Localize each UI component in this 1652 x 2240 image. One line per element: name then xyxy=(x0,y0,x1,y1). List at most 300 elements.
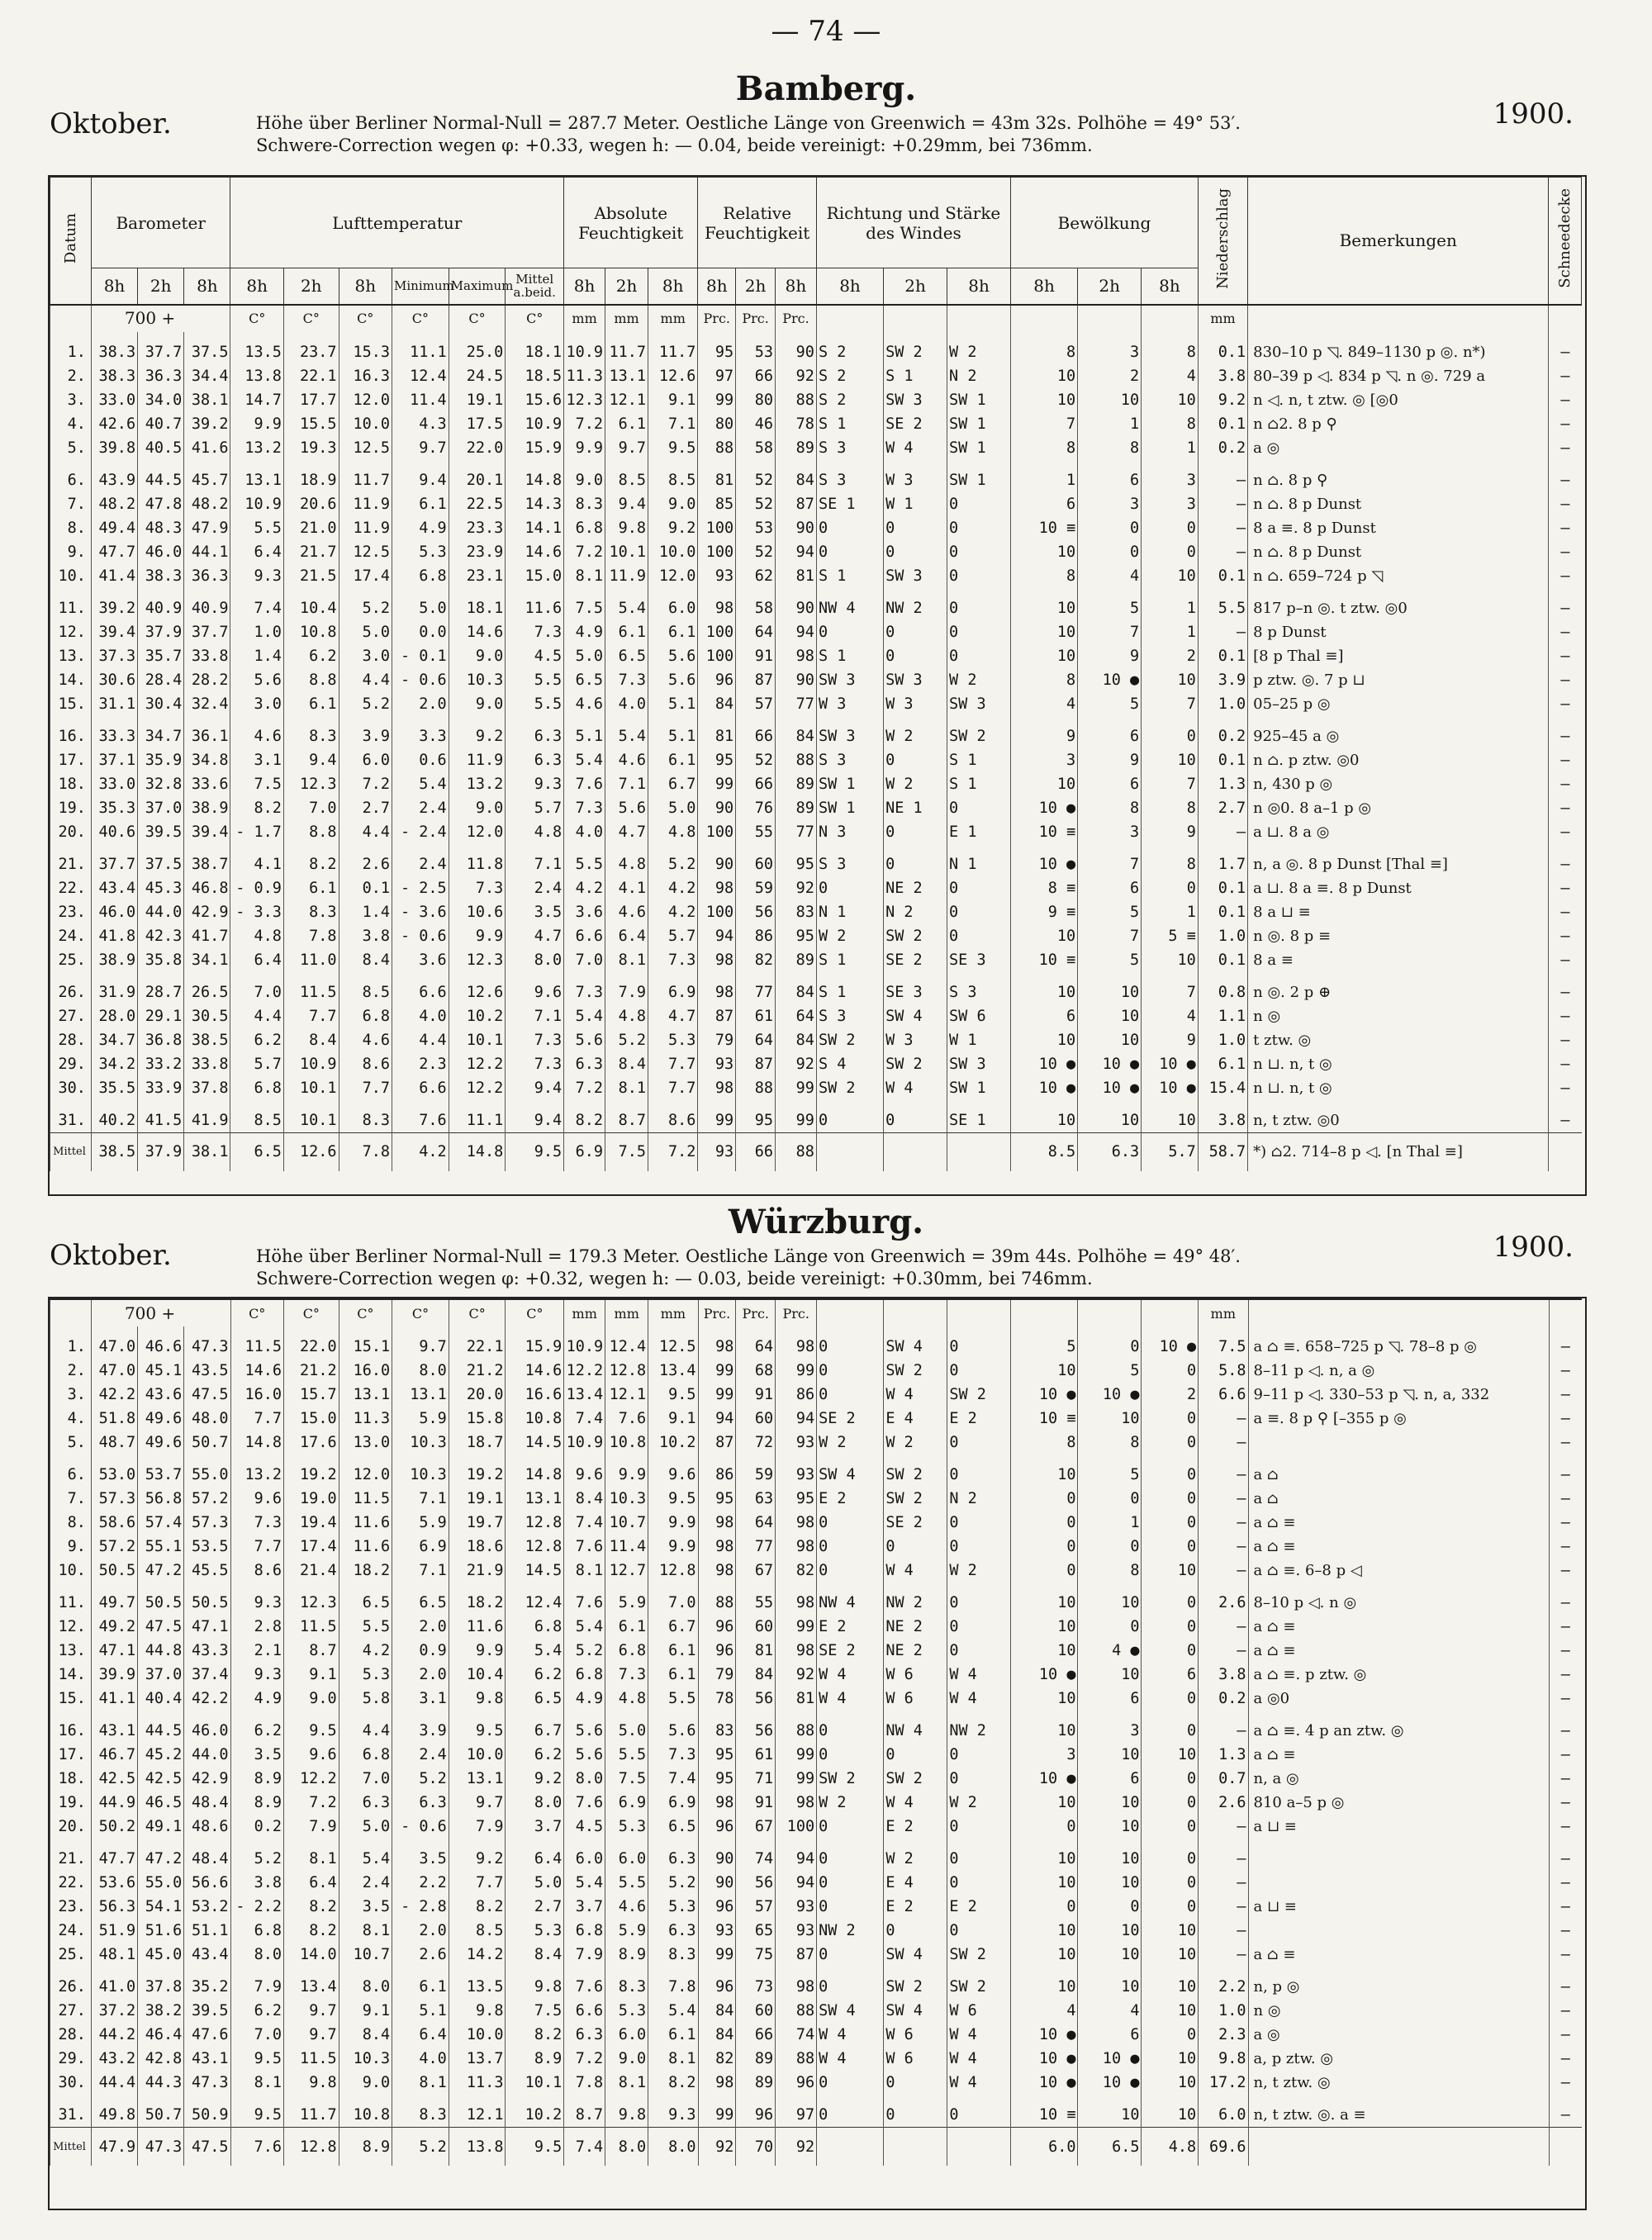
value-cell: 6.8 xyxy=(506,1615,564,1639)
day-cell: 13. xyxy=(50,644,92,668)
value-cell: 48.3 xyxy=(138,516,184,540)
value-cell: 43.4 xyxy=(184,1943,230,1967)
value-cell: 0.2 xyxy=(1198,716,1247,748)
value-cell: S 2 xyxy=(816,364,883,388)
value-cell: 37.3 xyxy=(91,644,137,668)
value-cell: — xyxy=(1199,1815,1248,1839)
value-cell: 9.0 xyxy=(339,2071,392,2095)
value-cell: 0 xyxy=(1078,1895,1142,1919)
sub-2h: 2h xyxy=(283,268,339,305)
value-cell: 9.4 xyxy=(392,460,449,492)
table-row xyxy=(50,668,1582,692)
value-cell: 45.0 xyxy=(138,1943,184,1967)
day-cell: 26. xyxy=(50,972,92,1004)
value-cell: 47.5 xyxy=(138,1615,184,1639)
value-cell: 10 xyxy=(1078,1583,1142,1615)
value-cell: SW 3 xyxy=(947,692,1011,716)
value-cell: 15.8 xyxy=(449,1407,506,1431)
value-cell: 0 xyxy=(947,644,1011,668)
value-cell: 0 xyxy=(1078,1535,1142,1559)
value-cell: W 2 xyxy=(947,332,1011,364)
value-cell: 4 xyxy=(1078,1999,1142,2023)
value-cell: W 4 xyxy=(947,1663,1011,1687)
sub-8h: 8h xyxy=(1142,268,1199,305)
value-cell: 20.0 xyxy=(449,1383,506,1407)
value-cell: 84 xyxy=(776,460,817,492)
value-cell: 47.0 xyxy=(91,1359,137,1383)
value-cell: 7.0 xyxy=(564,948,605,972)
value-cell: 62 xyxy=(736,564,776,588)
value-cell: 19.2 xyxy=(449,1455,506,1487)
value-cell: 83 xyxy=(698,1711,736,1743)
value-cell: 42.5 xyxy=(138,1767,184,1791)
value-cell: 14.6 xyxy=(506,540,564,564)
day-cell: 22. xyxy=(50,1871,92,1895)
value-cell: 44.8 xyxy=(138,1639,184,1663)
value-cell: 42.9 xyxy=(184,1767,230,1791)
value-cell: W 4 xyxy=(884,1559,947,1583)
value-cell: 0 xyxy=(817,1511,884,1535)
value-cell: 4.0 xyxy=(564,820,605,844)
value-cell: SE 1 xyxy=(947,1100,1011,1133)
table-row xyxy=(50,1028,1582,1052)
value-cell: 7 xyxy=(1142,692,1199,716)
unit-blank xyxy=(884,305,947,332)
value-cell: 2.3 xyxy=(392,1052,449,1076)
value-cell: 0.2 xyxy=(1199,1687,1248,1711)
value-cell: 5.3 xyxy=(648,1895,698,1919)
value-cell: 2.3 xyxy=(1199,2023,1248,2047)
value-cell: 3.8 xyxy=(1198,1100,1247,1133)
table-row xyxy=(50,820,1582,844)
value-cell: 8 xyxy=(1011,564,1078,588)
day-cell: 17. xyxy=(50,1743,92,1767)
value-cell: 96 xyxy=(698,668,736,692)
value-cell: W 2 xyxy=(947,668,1011,692)
value-cell: 8.7 xyxy=(564,2095,605,2128)
value-cell: 6.1 xyxy=(605,620,648,644)
value-cell: 0 xyxy=(817,1559,884,1583)
value-cell: SW 2 xyxy=(817,1767,884,1791)
value-cell: 10 xyxy=(1078,1004,1142,1028)
value-cell: 86 xyxy=(736,924,776,948)
value-cell: 2.4 xyxy=(339,1871,392,1895)
value-cell: 5.6 xyxy=(564,1028,605,1052)
value-cell: 10 xyxy=(1011,1100,1078,1133)
value-cell: 10.1 xyxy=(283,1100,339,1133)
meta-line-gravity: Schwere-Correction wegen φ: +0.33, wegen h: — 0.04, beide vereinigt: +0.29mm, bei 736mm. xyxy=(256,135,1093,155)
value-cell: 0 xyxy=(947,796,1011,820)
remark-cell: 810 a–5 p ◎ xyxy=(1248,1791,1549,1815)
unit-blank xyxy=(817,1299,884,1326)
value-cell: — xyxy=(1198,516,1247,540)
value-cell: 3.7 xyxy=(564,1895,605,1919)
value-cell: S 3 xyxy=(816,436,883,460)
value-cell: 6.2 xyxy=(506,1663,564,1687)
value-cell: 36.3 xyxy=(184,564,230,588)
value-cell: — xyxy=(1549,332,1582,364)
value-cell: 6 xyxy=(1078,1767,1142,1791)
unit-blank xyxy=(1142,305,1199,332)
value-cell: 11.4 xyxy=(605,1535,648,1559)
value-cell: 21.9 xyxy=(449,1559,506,1583)
value-cell: 41.5 xyxy=(138,1100,184,1133)
day-cell: 19. xyxy=(50,796,92,820)
value-cell: 7.8 xyxy=(648,1967,698,1999)
value-cell: 37.7 xyxy=(138,332,184,364)
value-cell: SW 2 xyxy=(816,1028,883,1052)
mean-value xyxy=(947,2128,1011,2166)
value-cell: 0.1 xyxy=(339,876,392,900)
value-cell: 13.1 xyxy=(230,460,283,492)
value-cell: 4.8 xyxy=(506,820,564,844)
unit-cell: Prc. xyxy=(776,1299,817,1326)
value-cell: 95 xyxy=(736,1100,776,1133)
value-cell: 78 xyxy=(698,1687,736,1711)
value-cell: 45.7 xyxy=(184,460,230,492)
value-cell: 14.8 xyxy=(506,1455,564,1487)
value-cell: 1 xyxy=(1142,588,1199,620)
sub-2h: 2h xyxy=(605,268,648,305)
value-cell: 10 xyxy=(1011,1583,1078,1615)
value-cell: 9.9 xyxy=(648,1535,698,1559)
value-cell: 9.5 xyxy=(648,1383,698,1407)
value-cell: 18.2 xyxy=(449,1583,506,1615)
value-cell: 35.9 xyxy=(138,748,184,772)
value-cell: 34.1 xyxy=(184,948,230,972)
value-cell: 11.9 xyxy=(605,564,648,588)
value-cell: 95 xyxy=(698,1487,736,1511)
value-cell: — xyxy=(1199,1511,1248,1535)
mean-value: 6.9 xyxy=(564,1132,605,1171)
value-cell: 14.2 xyxy=(449,1943,506,1967)
value-cell: 6.0 xyxy=(648,588,698,620)
value-cell: 10.7 xyxy=(605,1511,648,1535)
mean-value xyxy=(1549,1132,1582,1171)
value-cell: 52 xyxy=(736,492,776,516)
value-cell: — xyxy=(1199,1535,1248,1559)
value-cell: 37.8 xyxy=(184,1076,230,1100)
value-cell: — xyxy=(1199,1943,1248,1967)
value-cell: 9.0 xyxy=(449,692,506,716)
sub-8h: 8h xyxy=(230,268,283,305)
value-cell: 13.2 xyxy=(230,436,283,460)
value-cell: 10.3 xyxy=(392,1431,449,1455)
remark-cell: n ◎ xyxy=(1248,1999,1549,2023)
value-cell: 67 xyxy=(736,1815,776,1839)
value-cell: - 2.8 xyxy=(392,1895,449,1919)
value-cell: 10.0 xyxy=(449,1743,506,1767)
value-cell: S 3 xyxy=(816,1004,883,1028)
table-row xyxy=(50,516,1582,540)
value-cell: 10 ● xyxy=(1078,2047,1142,2071)
value-cell: 53.6 xyxy=(91,1871,137,1895)
value-cell: 36.8 xyxy=(138,1028,184,1052)
value-cell: 48.6 xyxy=(184,1815,230,1839)
value-cell: 20.1 xyxy=(449,460,506,492)
value-cell: 13.4 xyxy=(564,1383,605,1407)
value-cell: 95 xyxy=(776,924,817,948)
value-cell: 4.8 xyxy=(605,1004,648,1028)
value-cell: 5.5 xyxy=(339,1615,392,1639)
value-cell: 19.2 xyxy=(284,1455,339,1487)
value-cell: 47.3 xyxy=(184,1326,230,1359)
value-cell: 3 xyxy=(1078,492,1142,516)
value-cell: 46 xyxy=(736,412,776,436)
value-cell: 10 xyxy=(1078,1967,1142,1999)
value-cell: 7.4 xyxy=(564,1407,605,1431)
value-cell: 9 xyxy=(1011,716,1078,748)
value-cell: — xyxy=(1549,1326,1582,1359)
value-cell: 34.2 xyxy=(91,1052,137,1076)
table-row xyxy=(50,364,1582,388)
value-cell: 6 xyxy=(1142,1663,1199,1687)
table-row xyxy=(50,564,1582,588)
value-cell: 55.0 xyxy=(138,1871,184,1895)
value-cell: — xyxy=(1199,1455,1248,1487)
value-cell: 10 ≡ xyxy=(1011,820,1078,844)
value-cell: 66 xyxy=(736,2023,776,2047)
value-cell: 33.0 xyxy=(91,772,137,796)
value-cell: — xyxy=(1198,540,1247,564)
value-cell: 55 xyxy=(736,820,776,844)
value-cell: 46.8 xyxy=(184,876,230,900)
value-cell: 48.4 xyxy=(184,1791,230,1815)
value-cell: 7.3 xyxy=(506,1028,564,1052)
value-cell: 0 xyxy=(1142,1583,1199,1615)
value-cell: 64 xyxy=(776,1004,817,1028)
value-cell: 1 xyxy=(1078,1511,1142,1535)
mean-label: Mittel xyxy=(50,1132,92,1171)
value-cell: 49.8 xyxy=(91,2095,137,2128)
unit-cell: C° xyxy=(284,1299,339,1326)
value-cell: NE 1 xyxy=(884,796,947,820)
value-cell: — xyxy=(1549,620,1582,644)
mean-value: *) ⌂2. 714–8 p ◁. [n Thal ≡] xyxy=(1248,1132,1549,1171)
sub-8h: 8h xyxy=(1011,268,1078,305)
value-cell: 42.9 xyxy=(184,900,230,924)
value-cell: 5.7 xyxy=(648,924,698,948)
value-cell: - 0.6 xyxy=(392,1815,449,1839)
value-cell: 5.2 xyxy=(339,588,392,620)
day-cell: 3. xyxy=(50,388,92,412)
value-cell: 54.1 xyxy=(138,1895,184,1919)
value-cell: 0 xyxy=(817,1943,884,1967)
mean-value xyxy=(947,1132,1011,1171)
value-cell: 13.5 xyxy=(230,332,283,364)
value-cell: 6.1 xyxy=(605,412,648,436)
value-cell: 10 xyxy=(1078,1743,1142,1767)
value-cell: 35.7 xyxy=(138,644,184,668)
value-cell: 96 xyxy=(736,2095,776,2128)
value-cell: 51.9 xyxy=(91,1919,137,1943)
weather-table-bamberg xyxy=(50,177,1582,1171)
value-cell: 88 xyxy=(736,1076,776,1100)
remark-cell: 830–10 p ◹. 849–1130 p ◎. n*) xyxy=(1248,332,1549,364)
value-cell: 10 ≡ xyxy=(1011,948,1078,972)
value-cell: SW 1 xyxy=(816,772,883,796)
value-cell: 42.5 xyxy=(91,1767,137,1791)
value-cell: 8.1 xyxy=(605,1076,648,1100)
unit-cell: Prc. xyxy=(736,305,776,332)
value-cell: 8 xyxy=(1142,844,1199,876)
value-cell: 36.3 xyxy=(138,364,184,388)
value-cell: 56.8 xyxy=(138,1487,184,1511)
value-cell: 100 xyxy=(698,644,736,668)
value-cell: 14.6 xyxy=(506,1359,564,1383)
value-cell: 10.7 xyxy=(339,1943,392,1967)
remark-cell: a ⊔. 8 a ≡. 8 p Dunst xyxy=(1248,876,1549,900)
value-cell: 9.3 xyxy=(506,772,564,796)
value-cell: 3.7 xyxy=(506,1815,564,1839)
mean-value xyxy=(884,2128,947,2166)
remark-cell: n ⊔. n, t ◎ xyxy=(1248,1076,1549,1100)
value-cell: W 4 xyxy=(817,2023,884,2047)
value-cell: 6.2 xyxy=(230,1711,284,1743)
value-cell: 0 xyxy=(1142,1791,1199,1815)
value-cell: 41.7 xyxy=(184,924,230,948)
value-cell: 10 ● xyxy=(1142,1076,1199,1100)
value-cell: — xyxy=(1549,2095,1582,2128)
sub-2h: 2h xyxy=(884,268,947,305)
value-cell: 12.8 xyxy=(506,1511,564,1535)
value-cell: 90 xyxy=(776,332,817,364)
value-cell: 5.5 xyxy=(605,1743,648,1767)
value-cell: 9 xyxy=(1078,644,1142,668)
value-cell: NE 2 xyxy=(884,1615,947,1639)
table-row xyxy=(50,436,1582,460)
day-cell: 16. xyxy=(50,1711,92,1743)
value-cell: 9.0 xyxy=(449,796,506,820)
value-cell: 6.8 xyxy=(564,516,605,540)
value-cell: 23.3 xyxy=(449,516,506,540)
mean-value: 47.5 xyxy=(184,2128,230,2166)
value-cell: 12.3 xyxy=(284,1583,339,1615)
value-cell: 49.7 xyxy=(91,1583,137,1615)
value-cell: 4.6 xyxy=(564,692,605,716)
value-cell: 0 xyxy=(1011,1895,1078,1919)
value-cell: 5.3 xyxy=(605,1999,648,2023)
value-cell: 98 xyxy=(698,588,736,620)
sub-mittel: Mittel a.beid. xyxy=(506,268,564,305)
value-cell: 8 xyxy=(1011,668,1078,692)
value-cell: 77 xyxy=(736,972,776,1004)
value-cell: 33.0 xyxy=(91,388,137,412)
value-cell: 9.5 xyxy=(648,436,698,460)
value-cell: 11.5 xyxy=(230,1326,284,1359)
value-cell: 34.0 xyxy=(138,388,184,412)
value-cell: 28.4 xyxy=(138,668,184,692)
value-cell: 6.4 xyxy=(284,1871,339,1895)
day-cell: 20. xyxy=(50,1815,92,1839)
value-cell: 10 xyxy=(1011,1455,1078,1487)
value-cell: 7.0 xyxy=(339,1767,392,1791)
value-cell: 9.7 xyxy=(284,2023,339,2047)
value-cell: 8.4 xyxy=(339,948,392,972)
value-cell: 7 xyxy=(1142,772,1199,796)
value-cell: 18.2 xyxy=(339,1559,392,1583)
col-bemerkungen: Bemerkungen xyxy=(1248,178,1549,305)
value-cell: 0 xyxy=(884,2071,947,2095)
value-cell: 9.4 xyxy=(605,492,648,516)
value-cell: 10.8 xyxy=(283,620,339,644)
value-cell: 96 xyxy=(698,1895,736,1919)
day-cell: 29. xyxy=(50,1052,92,1076)
value-cell: 0 xyxy=(884,1743,947,1767)
value-cell: 6.9 xyxy=(392,1535,449,1559)
value-cell: 8.1 xyxy=(339,1919,392,1943)
value-cell: 2.6 xyxy=(392,1943,449,1967)
value-cell: 49.1 xyxy=(138,1815,184,1839)
value-cell: 6.0 xyxy=(605,1839,648,1871)
value-cell: 3 xyxy=(1011,748,1078,772)
table-body-wuerzburg xyxy=(50,1299,1583,2166)
value-cell: 17.5 xyxy=(449,412,506,436)
table-row xyxy=(50,540,1582,564)
value-cell: 10 xyxy=(1011,620,1078,644)
value-cell: SW 2 xyxy=(884,1455,947,1487)
value-cell: — xyxy=(1549,364,1582,388)
value-cell: — xyxy=(1199,1431,1248,1455)
value-cell: 0 xyxy=(1142,516,1199,540)
remark-cell: 8 a ≡. 8 p Dunst xyxy=(1248,516,1549,540)
value-cell: 6.3 xyxy=(392,1791,449,1815)
remark-cell: 8 a ⊔ ≡ xyxy=(1248,900,1549,924)
value-cell: 5.6 xyxy=(564,1743,605,1767)
day-cell: 6. xyxy=(50,460,92,492)
value-cell: 10 xyxy=(1078,972,1142,1004)
value-cell: 2.1 xyxy=(230,1639,284,1663)
remark-cell xyxy=(1248,1919,1549,1943)
value-cell: 37.1 xyxy=(91,748,137,772)
value-cell: SE 3 xyxy=(947,948,1011,972)
value-cell: 10 ≡ xyxy=(1011,1407,1078,1431)
meta-line-altitude: Höhe über Berliner Normal-Null = 287.7 Meter. Oestliche Länge von Greenwich = 43m 32s. Polhöhe = 49° 53′. xyxy=(256,113,1241,133)
value-cell: E 2 xyxy=(817,1615,884,1639)
value-cell: 2.7 xyxy=(1198,796,1247,820)
mean-value: 88 xyxy=(776,1132,817,1171)
value-cell: 9.9 xyxy=(564,436,605,460)
value-cell: — xyxy=(1549,516,1582,540)
value-cell: 8 xyxy=(1142,796,1199,820)
value-cell: 4 xyxy=(1142,364,1199,388)
value-cell: 10.8 xyxy=(605,1431,648,1455)
unit-blank xyxy=(1248,1299,1549,1326)
value-cell: SW 4 xyxy=(884,1999,947,2023)
table-row xyxy=(50,1535,1583,1559)
day-cell: 14. xyxy=(50,668,92,692)
table-row xyxy=(50,412,1582,436)
value-cell: 52 xyxy=(736,748,776,772)
value-cell: 3 xyxy=(1011,1743,1078,1767)
value-cell: 89 xyxy=(776,948,817,972)
value-cell: 8.2 xyxy=(564,1100,605,1133)
mean-value: 38.5 xyxy=(91,1132,137,1171)
value-cell: 10 xyxy=(1011,1639,1078,1663)
value-cell: 98 xyxy=(776,1791,817,1815)
value-cell: W 6 xyxy=(884,2047,947,2071)
value-cell: 9.7 xyxy=(449,1791,506,1815)
table-row xyxy=(50,1052,1582,1076)
table-row xyxy=(50,716,1582,748)
value-cell: 40.9 xyxy=(138,588,184,620)
value-cell: N 2 xyxy=(884,900,947,924)
value-cell: — xyxy=(1549,972,1582,1004)
value-cell: 9.4 xyxy=(283,748,339,772)
value-cell: 4.4 xyxy=(230,1004,283,1028)
value-cell: 8 xyxy=(1142,332,1199,364)
value-cell: 92 xyxy=(776,1663,817,1687)
